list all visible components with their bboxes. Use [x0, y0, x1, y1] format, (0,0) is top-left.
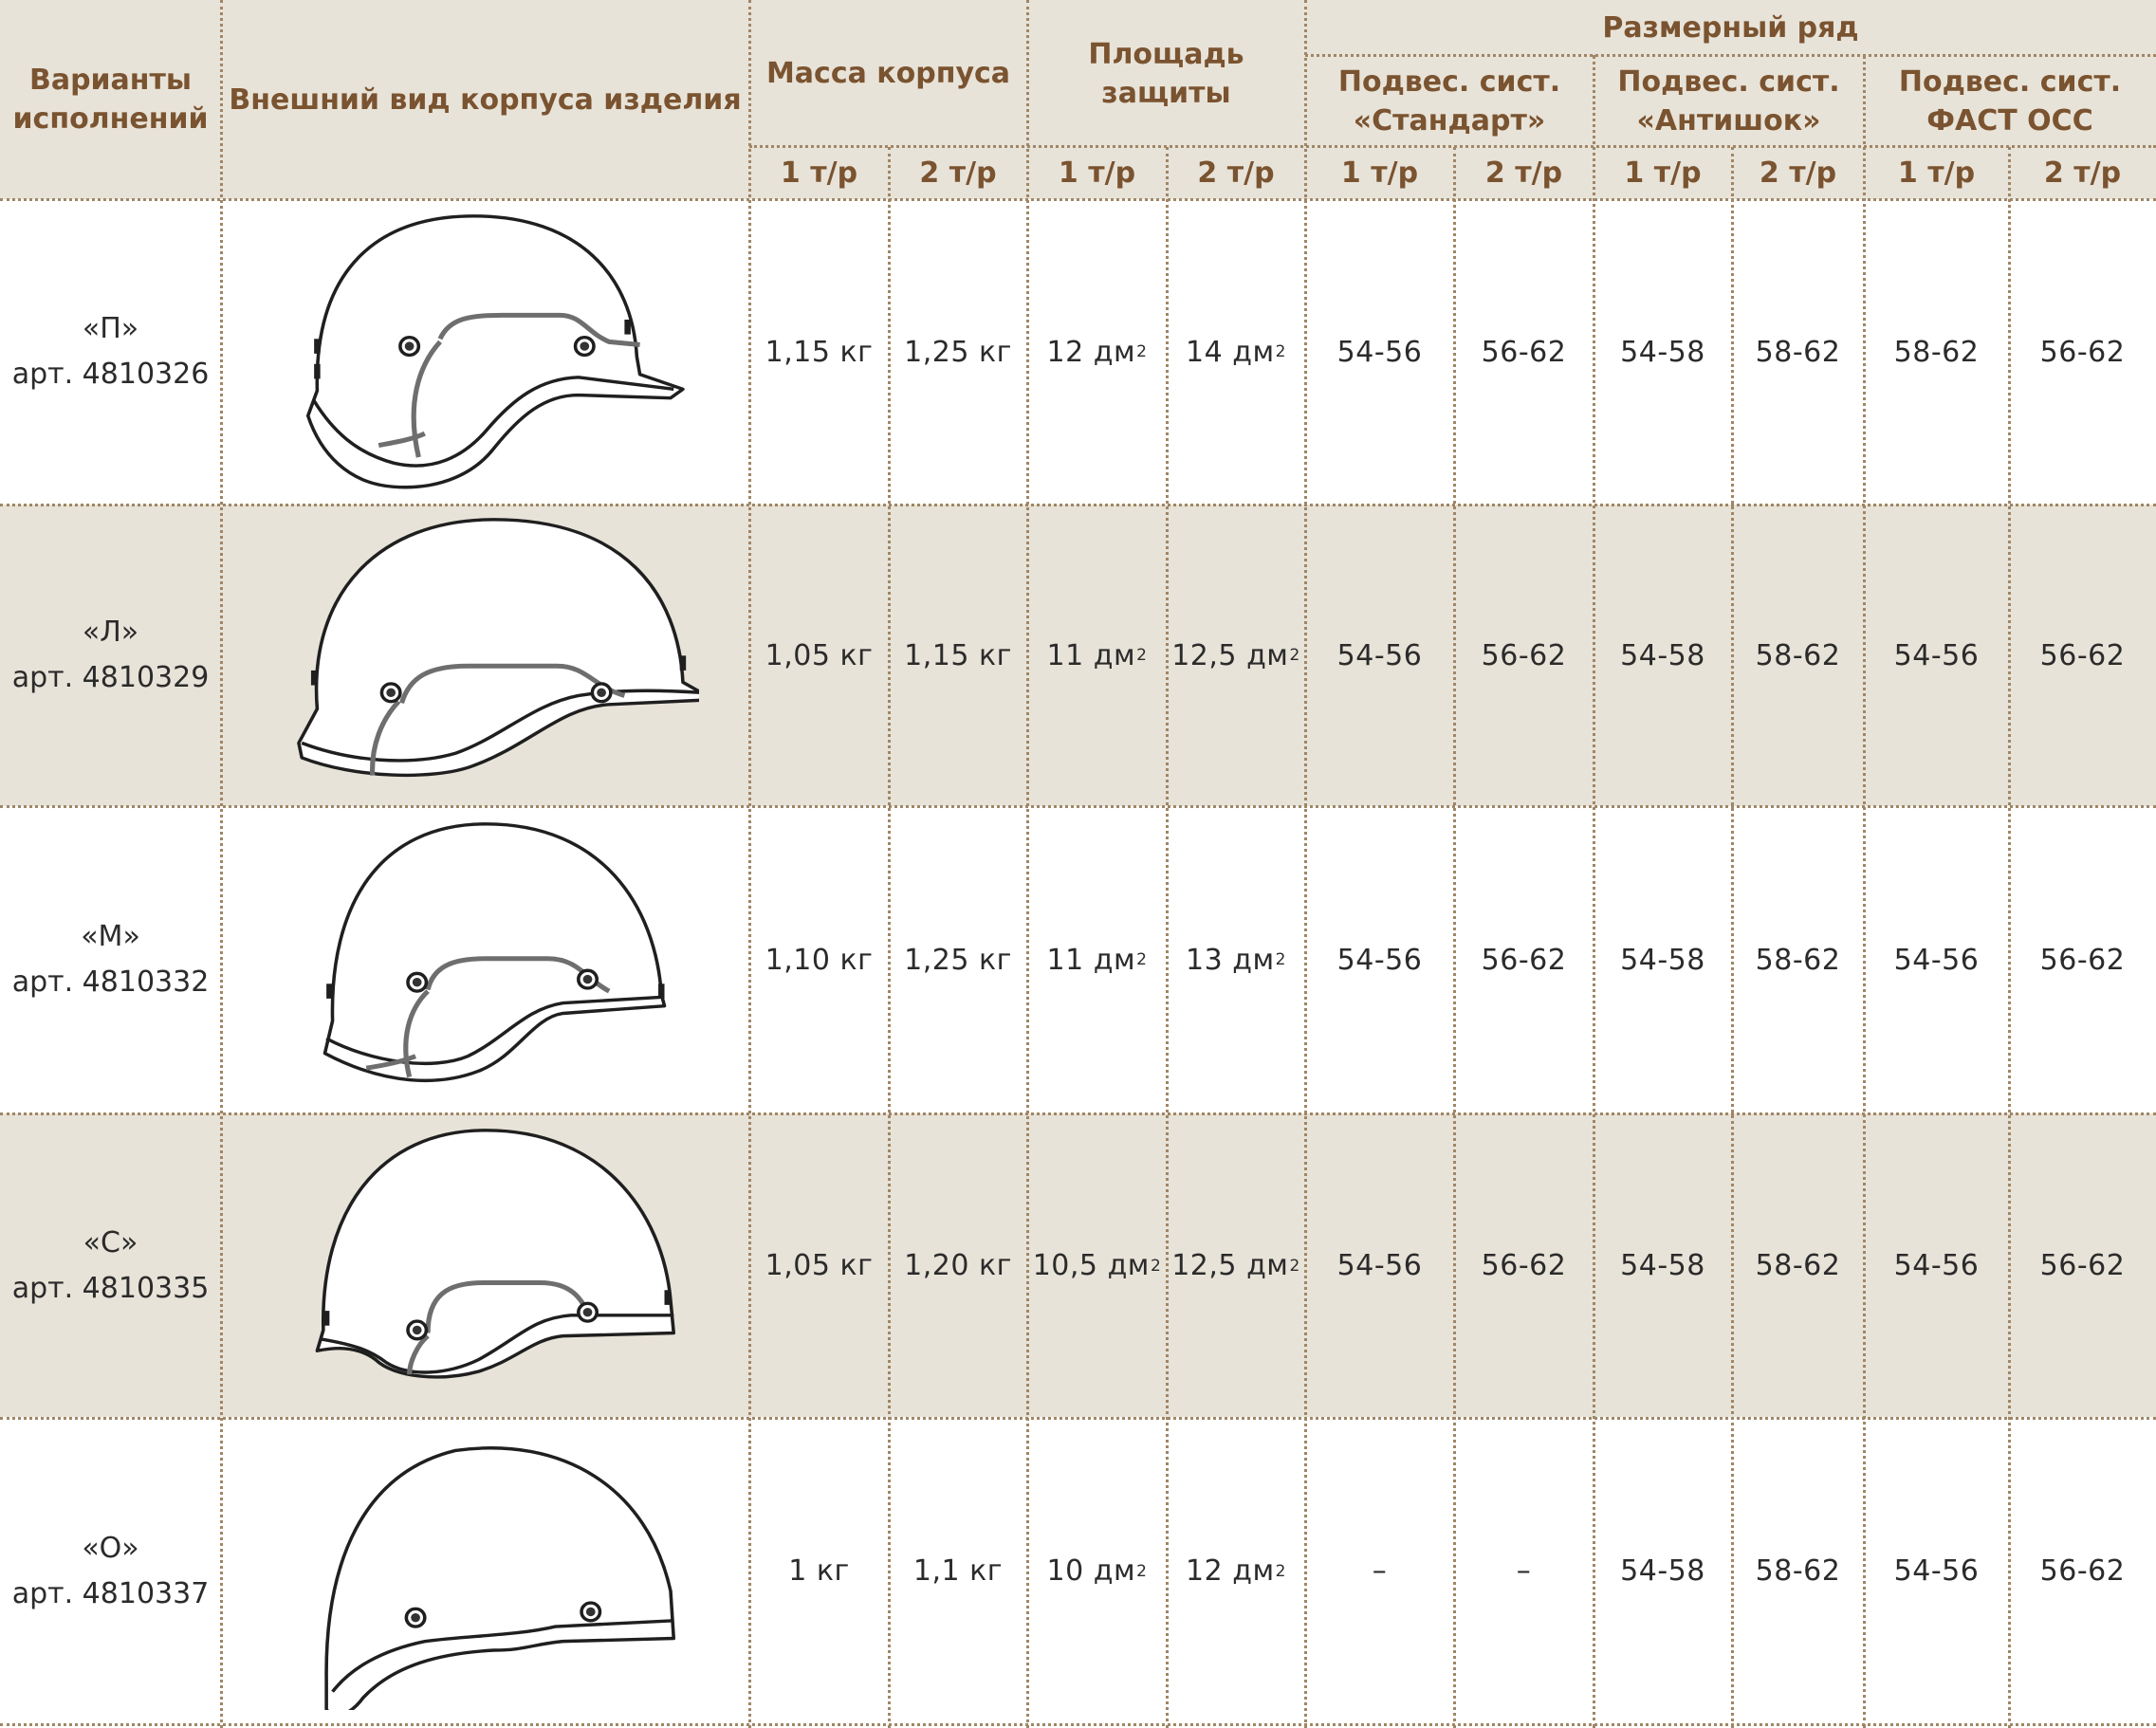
helmet-mount: [326, 983, 332, 999]
helmet-m-icon: [272, 814, 699, 1098]
helmet-shell: [326, 1447, 673, 1709]
variant-cell: [0, 200, 221, 504]
area-2-cell: 14 дм 2: [1186, 335, 1286, 369]
helmet-rivet-center: [413, 1325, 422, 1333]
mass-1-cell: 1 кг: [788, 1554, 850, 1588]
helmet-drawing: [299, 520, 699, 776]
mass-2-cell: 1,1 кг: [912, 1554, 1004, 1588]
mass-2-cell: 1,25 кг: [904, 335, 1012, 369]
helmet-p-icon: [272, 206, 699, 490]
area-unit: дм: [1232, 1554, 1275, 1588]
size-standard-1-cell: –: [1372, 1554, 1388, 1588]
helmet-rivet-center: [586, 1607, 596, 1615]
helmet-mount: [311, 671, 317, 686]
helmet-drawing: [317, 1130, 673, 1376]
header-susp-antishock: [1594, 55, 1864, 147]
helmet-drawing: [326, 1447, 673, 1709]
size-fast-1-cell: 54-56: [1893, 638, 1980, 672]
helmet-s-icon: [272, 1120, 699, 1405]
area-value: 14: [1186, 335, 1224, 369]
mass-2-cell: 1,25 кг: [904, 943, 1012, 977]
size-fast-2-cell: 56-62: [2039, 1249, 2126, 1282]
size-standard-1-cell: 54-56: [1336, 1249, 1423, 1282]
grid-line: [1026, 0, 1029, 1728]
size-standard-1-cell: 54-56: [1336, 335, 1423, 369]
grid-line: [0, 1723, 2156, 1726]
helmet-shell: [317, 1130, 673, 1376]
area-1-cell: 10 дм 2: [1046, 1554, 1148, 1588]
subheader-mass-2: 2 т/р: [919, 156, 997, 190]
area-unit: дм: [1093, 335, 1136, 369]
header-variants: Варианты исполнений: [12, 64, 209, 136]
grid-line: [2008, 147, 2011, 1728]
header-susp-standard-line2: «Стандарт»: [1353, 103, 1546, 138]
size-antishock-1-cell: 54-58: [1620, 638, 1705, 672]
area-value: 10: [1046, 1554, 1084, 1588]
header-susp-fast: [1864, 55, 2156, 147]
size-fast-1-cell: 54-56: [1893, 943, 1980, 977]
size-antishock-2-cell: 58-62: [1755, 943, 1841, 977]
area-value: 10,5: [1032, 1249, 1098, 1282]
helmet-rivet-center: [386, 689, 396, 697]
subheader-area-1: 1 т/р: [1058, 156, 1136, 190]
header-susp-standard-line1: Подвес. сист.: [1337, 64, 1561, 99]
grid-line: [1863, 55, 1866, 1728]
subheader-area-2: 2 т/р: [1197, 156, 1275, 190]
header-appearance: Внешний вид корпуса изделия: [229, 83, 742, 117]
variant-name: «П»: [82, 312, 139, 345]
area-unit: дм: [1246, 1249, 1289, 1282]
size-standard-2-cell: 56-62: [1481, 943, 1567, 977]
size-fast-2-cell: 56-62: [2039, 943, 2126, 977]
grid-line: [0, 805, 2156, 808]
size-fast-2-cell: 56-62: [2039, 335, 2126, 369]
area-unit: дм: [1107, 1249, 1150, 1282]
variant-cell: [0, 807, 221, 1112]
helmet-rivet-center: [583, 1308, 593, 1316]
size-standard-2-cell: 56-62: [1481, 638, 1567, 672]
helmet-rivet-center: [411, 1613, 420, 1622]
area-unit: дм: [1246, 638, 1289, 672]
size-standard-1-cell: 54-56: [1336, 638, 1423, 672]
area-value: 12: [1046, 335, 1084, 369]
size-antishock-2-cell: 58-62: [1755, 1554, 1841, 1588]
variant-name: «О»: [82, 1531, 139, 1565]
area-value: 12,5: [1171, 1249, 1238, 1282]
size-antishock-1-cell: 54-58: [1620, 943, 1705, 977]
area-value: 12,5: [1171, 638, 1238, 672]
variant-cell: [0, 1114, 221, 1417]
area-1-cell: 12 дм 2: [1046, 335, 1148, 369]
helmet-rivet-center: [597, 689, 606, 697]
mass-1-cell: 1,10 кг: [765, 943, 874, 977]
helmet-mount: [314, 339, 320, 354]
header-mass: Масса корпуса: [765, 57, 1011, 90]
size-standard-1-cell: 54-56: [1336, 943, 1423, 977]
subheader-antishock-2: 2 т/р: [1759, 156, 1837, 190]
area-value: 13: [1186, 943, 1224, 977]
variant-name: «М»: [81, 920, 140, 953]
header-susp-antishock-line2: «Антишок»: [1636, 103, 1821, 138]
size-antishock-1-cell: 54-58: [1620, 1249, 1705, 1282]
helmet-shell: [308, 216, 683, 487]
area-2-cell: 13 дм 2: [1186, 943, 1286, 977]
area-2-cell: 12 дм 2: [1186, 1554, 1286, 1588]
mass-1-cell: 1,05 кг: [765, 1249, 874, 1282]
helmet-rivet-center: [413, 978, 422, 986]
helmet-shell: [299, 520, 699, 776]
size-fast-1-cell: 54-56: [1893, 1554, 1980, 1588]
area-1-cell: 11 дм 2: [1046, 638, 1148, 672]
size-fast-2-cell: 56-62: [2039, 1554, 2126, 1588]
helmet-rivet-center: [583, 975, 593, 983]
size-antishock-1-cell: 54-58: [1620, 1554, 1705, 1588]
variant-art: арт. 4810329: [11, 661, 210, 694]
grid-line: [0, 1112, 2156, 1115]
variant-cell: [0, 506, 221, 805]
helmet-mount: [665, 1290, 671, 1305]
subheader-antishock-1: 1 т/р: [1624, 156, 1702, 190]
helmet-shell: [325, 824, 665, 1081]
grid-line: [888, 147, 891, 1728]
helmet-mount: [658, 983, 664, 999]
size-antishock-2-cell: 58-62: [1755, 335, 1841, 369]
area-value: 11: [1046, 943, 1084, 977]
subheader-mass-1: 1 т/р: [780, 156, 858, 190]
grid-line: [748, 0, 751, 1728]
header-size-range: Размерный ряд: [1602, 10, 1859, 45]
variant-cell: [0, 1419, 221, 1723]
mass-1-cell: 1,05 кг: [765, 638, 874, 672]
area-1-cell: 10,5 дм 2: [1032, 1249, 1162, 1282]
size-fast-1-cell: 54-56: [1893, 1249, 1980, 1282]
size-standard-2-cell: 56-62: [1481, 335, 1567, 369]
grid-line: [1593, 55, 1595, 1728]
grid-line: [1453, 147, 1456, 1728]
grid-line: [1731, 147, 1734, 1728]
variant-art: арт. 4810335: [11, 1271, 210, 1305]
area-unit: дм: [1093, 638, 1136, 672]
area-unit: дм: [1093, 1554, 1136, 1588]
subheader-standard-2: 2 т/р: [1484, 156, 1563, 190]
variant-name: «Л»: [82, 616, 139, 649]
area-2-cell: 12,5 дм 2: [1171, 638, 1300, 672]
variant-name: «С»: [83, 1225, 138, 1259]
subheader-standard-1: 1 т/р: [1340, 156, 1419, 190]
grid-line: [749, 145, 2156, 148]
grid-line: [0, 198, 2156, 201]
helmet-drawing: [308, 216, 683, 487]
variant-art: арт. 4810326: [11, 358, 210, 391]
helmet-drawing: [325, 824, 665, 1081]
area-2-cell: 12,5 дм 2: [1171, 1249, 1300, 1282]
mass-2-cell: 1,15 кг: [904, 638, 1012, 672]
size-antishock-1-cell: 54-58: [1620, 335, 1705, 369]
grid-line: [1166, 147, 1169, 1728]
area-value: 11: [1046, 638, 1084, 672]
helmet-mount: [624, 320, 630, 335]
grid-line: [1304, 0, 1307, 1728]
header-susp-fast-line1: Подвес. сист.: [1898, 64, 2122, 99]
grid-line: [0, 504, 2156, 506]
size-fast-1-cell: 58-62: [1893, 335, 1980, 369]
area-value: 12: [1186, 1554, 1224, 1588]
helmet-mount: [323, 1311, 329, 1326]
variant-art: арт. 4810337: [11, 1576, 210, 1610]
area-unit: дм: [1232, 335, 1275, 369]
subheader-fast-1: 1 т/р: [1897, 156, 1976, 190]
variant-art: арт. 4810332: [11, 965, 210, 999]
mass-2-cell: 1,20 кг: [904, 1249, 1012, 1282]
mass-1-cell: 1,15 кг: [765, 335, 874, 369]
grid-line: [1305, 54, 2156, 57]
size-standard-2-cell: –: [1516, 1554, 1532, 1588]
header-area: Площадь защиты: [1088, 37, 1244, 110]
size-antishock-2-cell: 58-62: [1755, 1249, 1841, 1282]
grid-line: [220, 0, 223, 1728]
size-standard-2-cell: 56-62: [1481, 1249, 1567, 1282]
header-susp-standard: [1305, 55, 1594, 147]
grid-line: [0, 1417, 2156, 1420]
helmet-mount: [314, 364, 320, 379]
header-susp-antishock-line1: Подвес. сист.: [1617, 64, 1840, 99]
area-unit: дм: [1093, 943, 1136, 977]
helmet-o-icon: [272, 1425, 699, 1710]
subheader-fast-2: 2 т/р: [2043, 156, 2122, 190]
helmet-rivet-center: [580, 341, 589, 350]
size-antishock-2-cell: 58-62: [1755, 638, 1841, 672]
area-unit: дм: [1232, 943, 1275, 977]
helmet-rivet-center: [405, 341, 415, 350]
area-1-cell: 11 дм 2: [1046, 943, 1148, 977]
size-fast-2-cell: 56-62: [2039, 638, 2126, 672]
header-susp-fast-line2: ФАСТ ОСС: [1926, 103, 2093, 138]
helmet-l-icon: [272, 509, 699, 794]
helmet-mount: [680, 655, 686, 671]
